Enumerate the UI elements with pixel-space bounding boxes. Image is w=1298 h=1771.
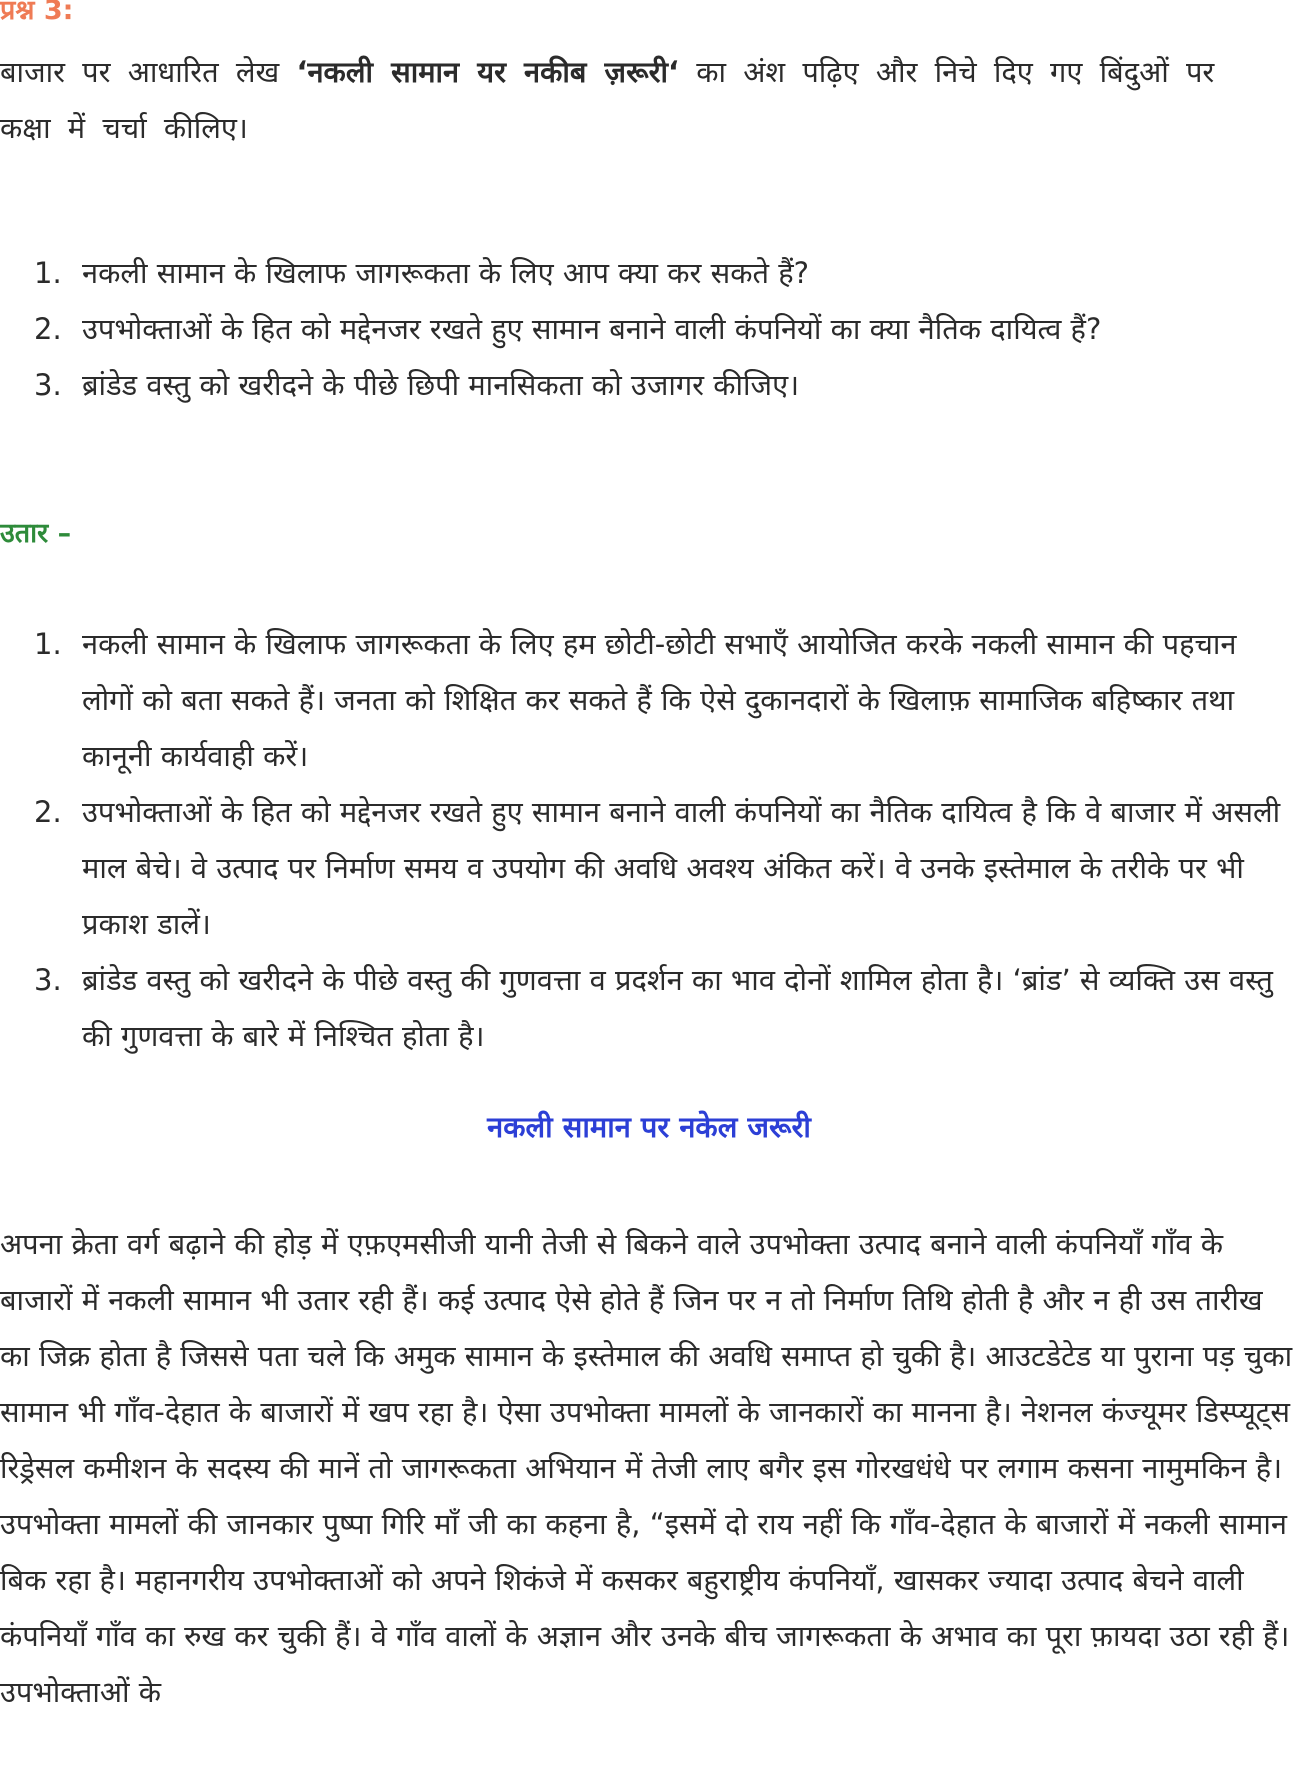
item-number: 1. (34, 256, 62, 290)
question-label: प्रश्न 3: (0, 0, 74, 26)
item-text: नकली सामान के खिलाफ जागरूकता के लिए हम छोटी-छोटी सभाएँ आयोजित करके नकली सामान की पहचान लोगों को बता सकते हैं। जनता को शिक्षित कर सकते हैं कि ऐसे दुकानदारों के खिलाफ़ सामाजिक बहिष्कार तथा कानूनी कार्यवाही करें। (82, 627, 1237, 773)
item-number: 3. (34, 963, 62, 997)
item-text: उपभोक्ताओं के हित को मद्देनजर रखते हुए सामान बनाने वाली कंपनियों का क्या नैतिक दायित्व हैं? (82, 312, 1102, 346)
item-number: 2. (34, 312, 62, 346)
intro-before: बाजार पर आधारित लेख (0, 55, 297, 89)
answer-label: उतार – (0, 518, 72, 549)
article-title-reference: ‘नकली सामान यर नकीब ज़रूरी‘ (296, 55, 679, 89)
question-item (0, 357, 1240, 413)
item-text: उपभोक्ताओं के हित को मद्देनजर रखते हुए सामान बनाने वाली कंपनियों का नैतिक दायित्व है कि वे बाजार में असली माल बेचे। वे उत्पाद पर निर्माण समय व उपयोग की अवधि अवश्य अंकित करें। वे उनके इस्तेमाल के तरीके पर भी प्रकाश डालें। (82, 795, 1281, 941)
passage-text: अपना क्रेता वर्ग बढ़ाने की होड़ में एफ़एमसीजी यानी तेजी से बिकने वाले उपभोक्ता उत्पाद बनाने वाली कंपनियाँ गाँव के बाजारों में नकली सामान भी उतार रही हैं। कई उत्पाद ऐसे होते हैं जिन पर न तो निर्माण तिथि होती है और न ही उस तारीख का जिक्र होता है जिससे पता चले कि अमुक सामान के इस्तेमाल की अवधि समाप्त हो चुकी है। आउटडेटेड या पुराना पड़ चुका सामान भी गाँव-देहात के बाजारों में खप रहा है। ऐसा उपभोक्ता मामलों के जानकारों का मानना है। नेशनल कंज्यूमर डिस्प्यूट्स रिड्रेसल कमीशन के सदस्य की मानें तो जागरूकता अभियान में तेजी लाए बगैर इस गोरखधंधे पर लगाम कसना नामुमकिन है। उपभोक्ता मामलों की जानकार पुष्पा गिरि माँ जी का कहना है, “इसमें दो राय नहीं कि गाँव-देहात के बाजारों में नकली सामान बिक रहा है। महानगरीय उपभोक्ताओं को अपने शिकंजे में कसकर बहुराष्ट्रीय कंपनियाँ, खासकर ज्यादा उत्पाद बेचने वाली कंपनियाँ गाँव का रुख कर चुकी हैं। वे गाँव वालों के अज्ञान और उनके बीच जागरूकता के अभाव का पूरा फ़ायदा उठा रही हैं। उपभोक्ताओं के (0, 1227, 1293, 1709)
item-number: 1. (34, 627, 62, 661)
question-item (0, 245, 1240, 301)
item-text: नकली सामान के खिलाफ जागरूकता के लिए आप क्या कर सकते हैं? (82, 256, 810, 290)
intro-after: का अंश पढ़िए और निचे दिए गए बिंदुओं पर कक्षा में चर्चा कीलिए। (0, 55, 1215, 145)
item-number: 3. (34, 368, 62, 402)
answer-item (0, 952, 1298, 1064)
item-text: ब्रांडेड वस्तु को खरीदने के पीछे वस्तु की गुणवत्ता व प्रदर्शन का भाव दोनों शामिल होता है। ‘ब्रांड’ से व्यक्ति उस वस्तु की गुणवत्ता के बारे में निश्चित होता है। (82, 963, 1273, 1053)
answer-list (0, 616, 1298, 1064)
answer-item (0, 616, 1298, 784)
item-number: 2. (34, 795, 62, 829)
passage-title: नकली सामान पर नकेल जरूरी (487, 1110, 811, 1144)
answer-item (0, 784, 1298, 952)
question-list (0, 245, 1240, 413)
question-item (0, 301, 1240, 357)
item-text: ब्रांडेड वस्तु को खरीदने के पीछे छिपी मानसिकता को उजागर कीजिए। (82, 368, 800, 402)
question-intro (0, 44, 1270, 156)
